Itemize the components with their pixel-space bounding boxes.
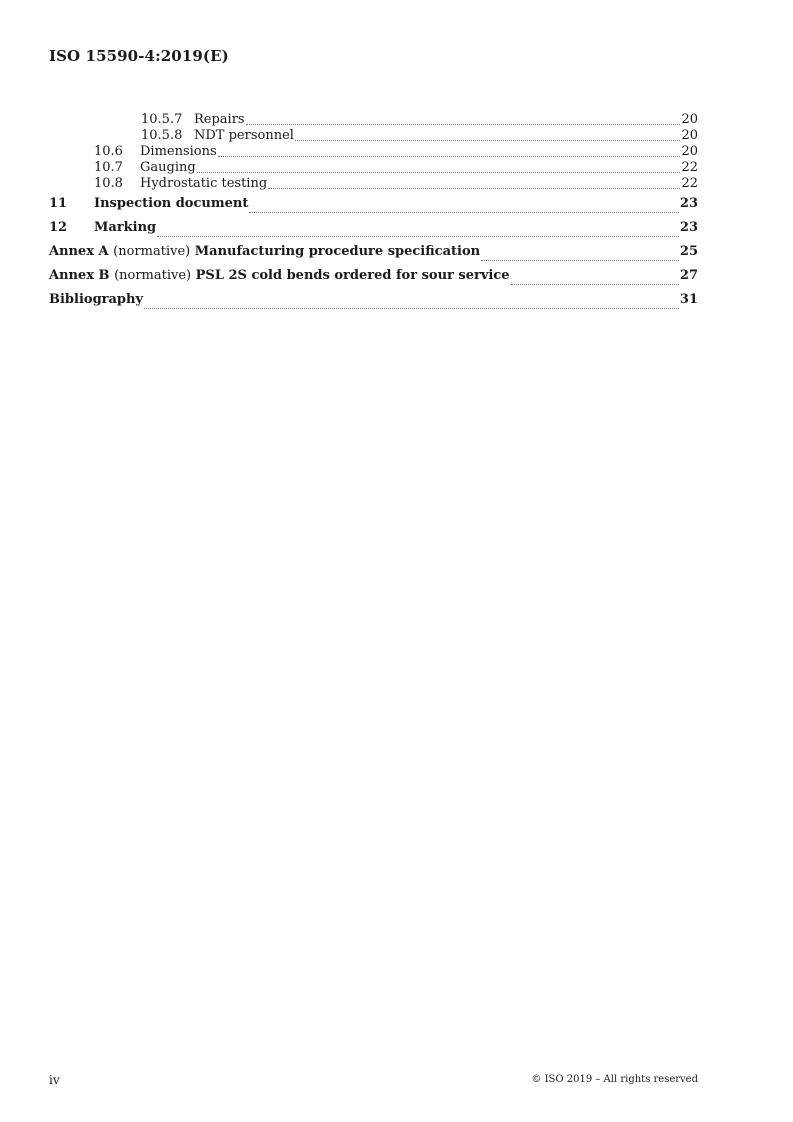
leader-dots — [295, 140, 681, 141]
toc-entry-number: 10.5.7 — [141, 112, 183, 127]
toc-entry[interactable] — [49, 264, 698, 288]
leader-dots — [249, 212, 679, 213]
leader-dots — [197, 172, 681, 173]
toc-entry-page: 23 — [679, 220, 698, 235]
toc-entry-number: 10.7 — [94, 160, 123, 175]
leader-dots — [481, 260, 679, 261]
toc-entry-title: Dimensions — [140, 144, 217, 159]
toc-entry-page: 20 — [681, 144, 698, 159]
toc-entry-title: Inspection document — [94, 196, 249, 211]
toc-entry-page: 20 — [681, 112, 698, 127]
toc-entry-title: PSL 2S cold bends ordered for sour service — [195, 268, 510, 283]
toc-entry-page: 22 — [681, 176, 698, 191]
leader-dots — [511, 284, 679, 285]
toc-entry-number: 12 — [49, 220, 68, 235]
toc-entry[interactable] — [49, 192, 698, 216]
annex-label: Annex A — [49, 244, 109, 259]
toc-entry-number: 10.5.8 — [141, 128, 183, 143]
toc-entry[interactable] — [49, 160, 698, 176]
toc-entry-page: 22 — [681, 160, 698, 175]
toc-entry[interactable] — [49, 144, 698, 160]
annex-label: Annex B — [49, 268, 110, 283]
leader-dots — [268, 188, 680, 189]
toc-entry-page: 31 — [679, 292, 698, 307]
table-of-contents — [49, 112, 698, 312]
toc-entry-title: Bibliography — [49, 292, 144, 307]
toc-entry[interactable] — [49, 128, 698, 144]
toc-entry-title: Repairs — [194, 112, 245, 127]
document-header: ISO 15590-4:2019(E) — [49, 47, 229, 65]
toc-entry[interactable] — [49, 240, 698, 264]
toc-entry[interactable] — [49, 176, 698, 192]
toc-entry[interactable] — [49, 288, 698, 312]
leader-dots — [218, 156, 681, 157]
toc-entry-number: 11 — [49, 196, 68, 211]
toc-entry-page: 27 — [679, 268, 698, 283]
toc-entry-title: Marking — [94, 220, 157, 235]
page-number: iv — [49, 1073, 60, 1087]
toc-entry-title: Gauging — [140, 160, 196, 175]
annex-type: (normative) — [114, 268, 192, 283]
toc-entry-title: NDT personnel — [194, 128, 294, 143]
toc-entry-page: 25 — [679, 244, 698, 259]
toc-entry-number: 10.8 — [94, 176, 123, 191]
annex-type: (normative) — [113, 244, 191, 259]
toc-entry-page: 23 — [679, 196, 698, 211]
toc-entry[interactable] — [49, 112, 698, 128]
toc-entry-number: 10.6 — [94, 144, 123, 159]
toc-entry-title: Manufacturing procedure specification — [194, 244, 481, 259]
toc-entry[interactable] — [49, 216, 698, 240]
leader-dots — [144, 308, 679, 309]
copyright-notice: © ISO 2019 – All rights reserved — [531, 1074, 698, 1085]
toc-entry-page: 20 — [681, 128, 698, 143]
toc-entry-title: Hydrostatic testing — [140, 176, 268, 191]
leader-dots — [246, 124, 681, 125]
leader-dots — [157, 236, 679, 237]
